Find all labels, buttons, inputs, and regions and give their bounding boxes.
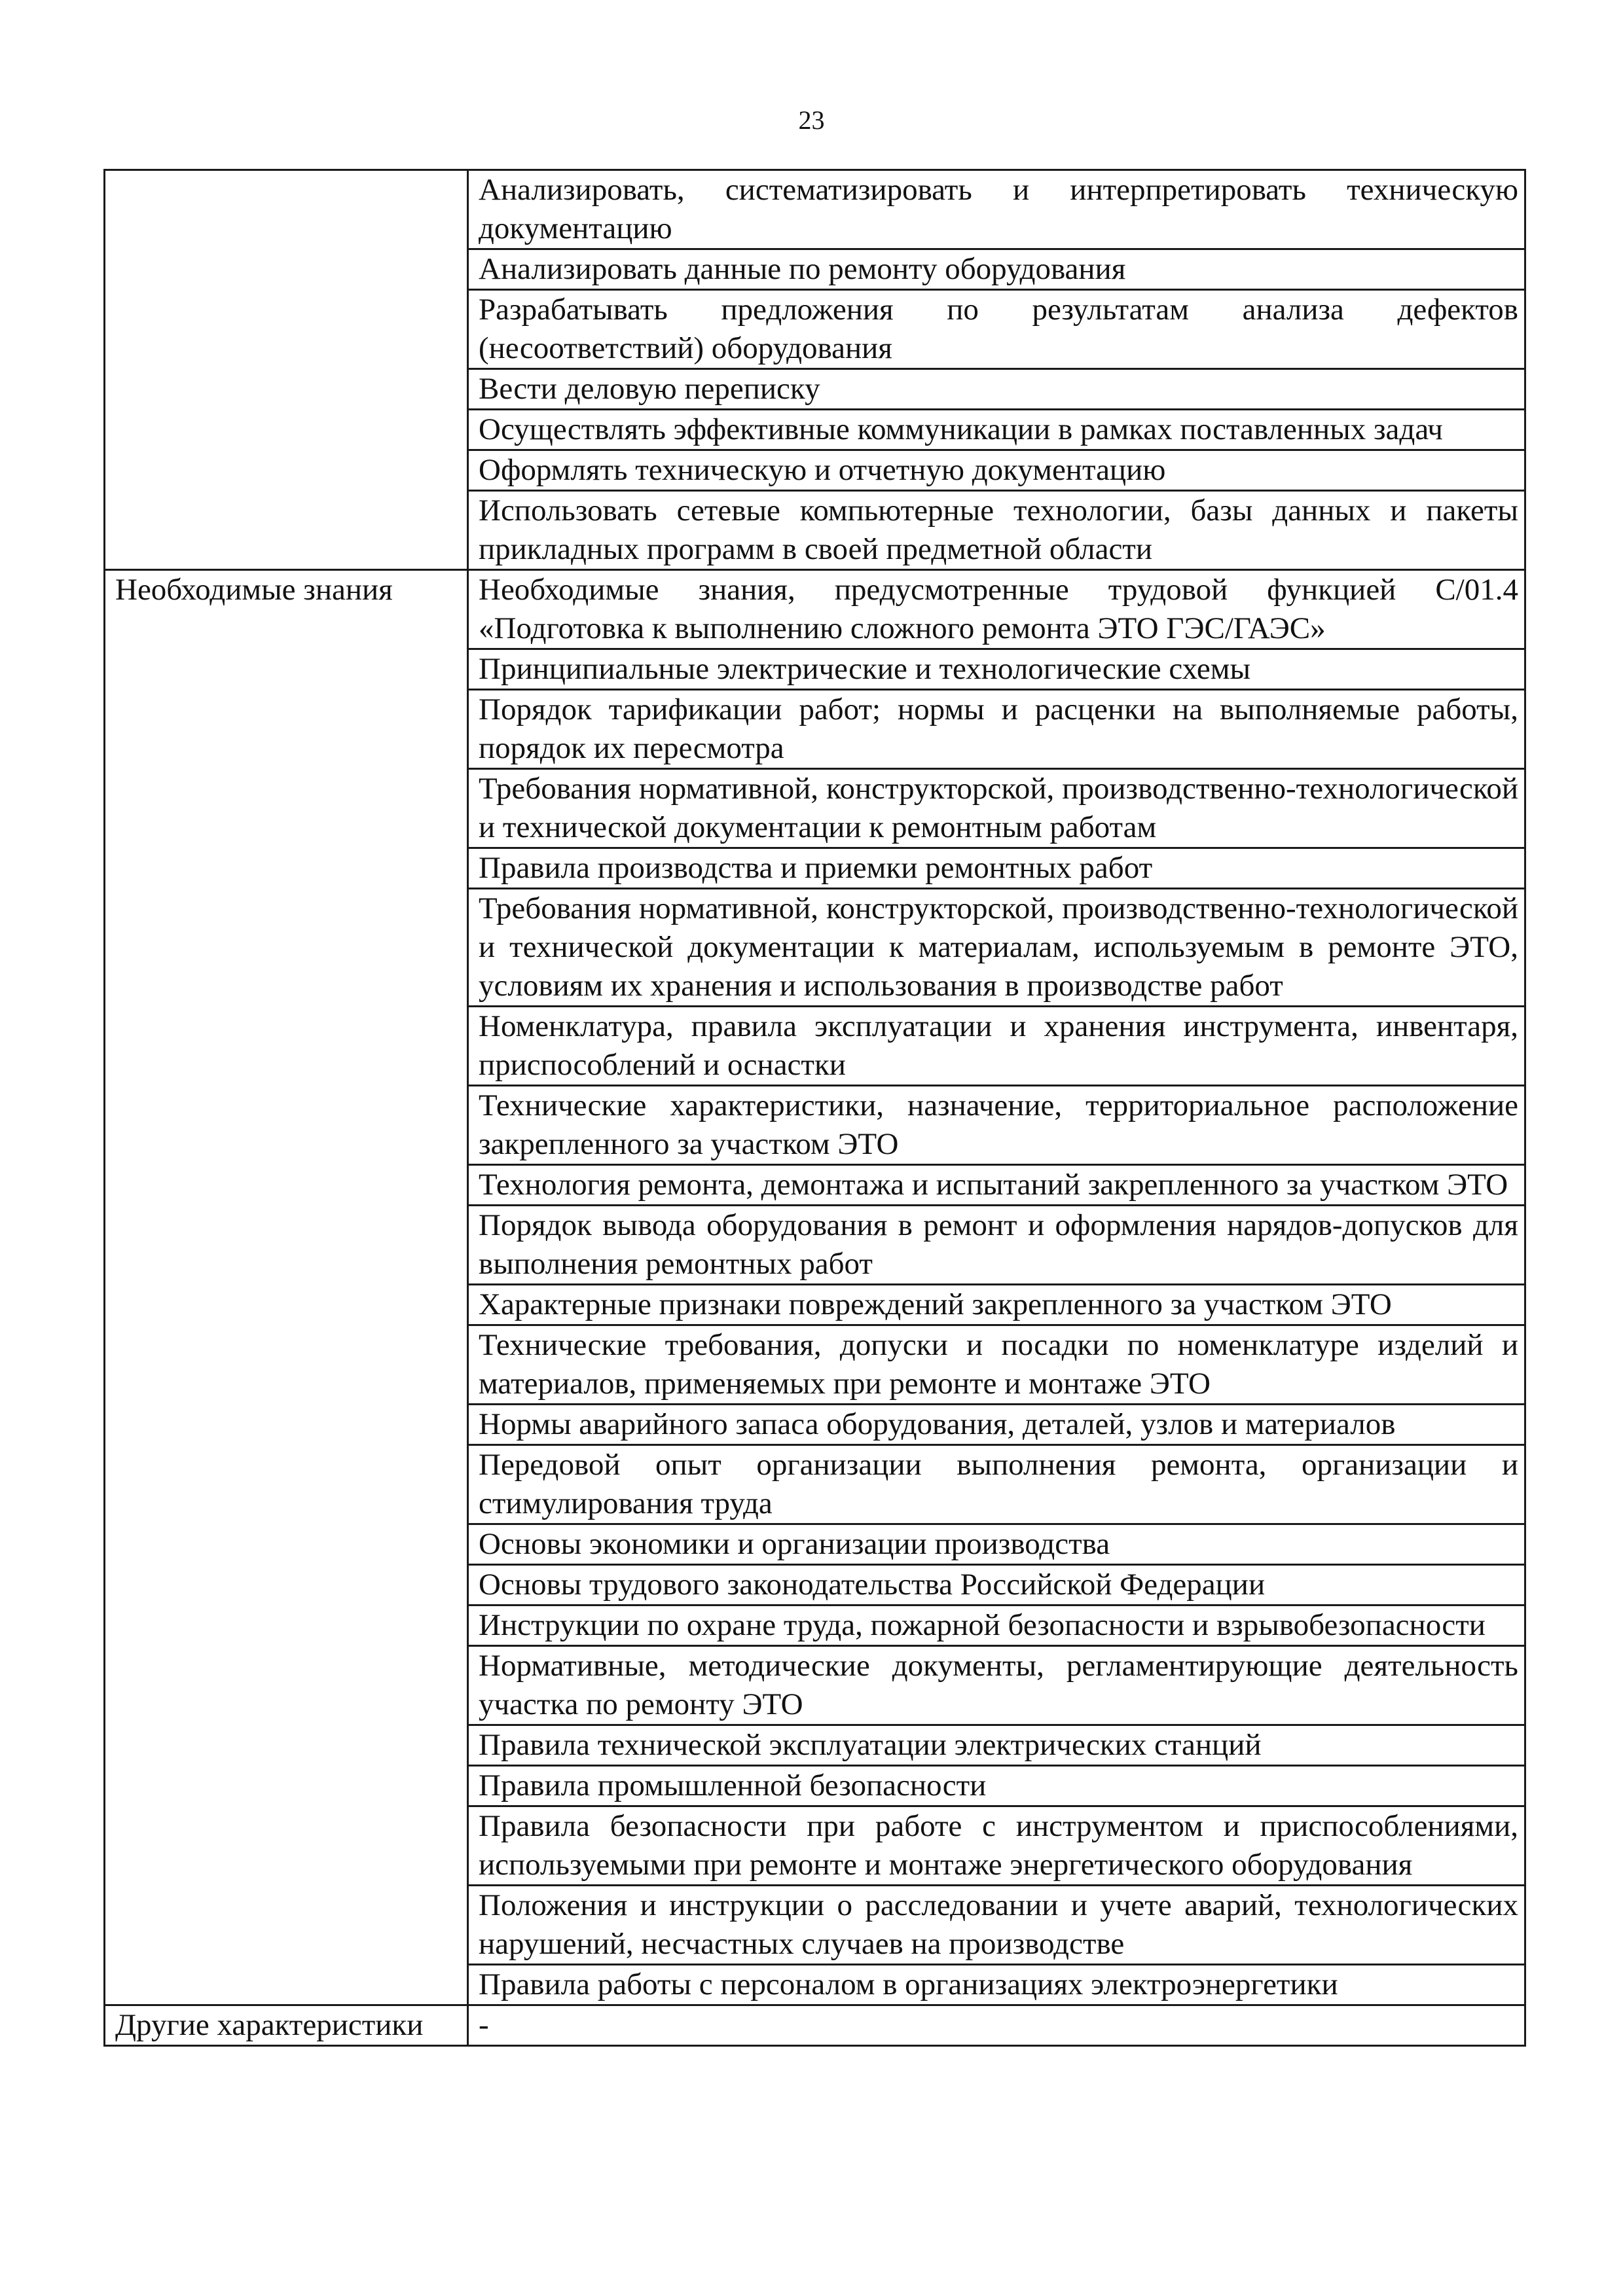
requirement-item: Правила безопасности при работе с инструментом и приспособлениями, используемыми при ремонте и монтаже энергетического оборудования [468, 1806, 1525, 1886]
table-row [105, 2005, 1525, 2046]
requirement-item: Необходимые знания, предусмотренные трудовой функцией С/01.4 «Подготовка к выполнению сложного ремонта ЭТО ГЭС/ГАЭС» [468, 570, 1525, 649]
requirement-item: Положения и инструкции о расследовании и учете аварий, технологических нарушений, несчастных случаев на производстве [468, 1886, 1525, 1965]
requirement-item: Технические характеристики, назначение, территориальное расположение закрепленного за участком ЭТО [468, 1086, 1525, 1165]
requirement-item: Правила производства и приемки ремонтных работ [468, 848, 1525, 889]
requirement-item: Анализировать, систематизировать и интерпретировать техническую документацию [468, 170, 1525, 249]
requirement-item: Использовать сетевые компьютерные технологии, базы данных и пакеты прикладных программ в своей предметной области [468, 491, 1525, 570]
requirements-table [103, 169, 1526, 2047]
requirement-item: Осуществлять эффективные коммуникации в рамках поставленных задач [468, 410, 1525, 450]
requirement-item: Правила промышленной безопасности [468, 1766, 1525, 1806]
requirement-item: Нормы аварийного запаса оборудования, деталей, узлов и материалов [468, 1405, 1525, 1445]
requirement-item: Оформлять техническую и отчетную документацию [468, 450, 1525, 491]
requirement-item: Принципиальные электрические и технологические схемы [468, 649, 1525, 690]
requirement-item: - [468, 2005, 1525, 2046]
requirement-item: Характерные признаки повреждений закрепленного за участком ЭТО [468, 1285, 1525, 1325]
requirement-item: Требования нормативной, конструкторской, производственно-технологической и технической документации к ремонтным работам [468, 769, 1525, 848]
requirements-table-body [105, 170, 1525, 2046]
requirement-item: Нормативные, методические документы, регламентирующие деятельность участка по ремонту ЭТО [468, 1646, 1525, 1725]
table-row [105, 570, 1525, 649]
requirement-item: Анализировать данные по ремонту оборудования [468, 249, 1525, 290]
section-label: Другие характеристики [105, 2005, 468, 2046]
requirement-item: Правила работы с персоналом в организациях электроэнергетики [468, 1965, 1525, 2005]
requirement-item: Основы трудового законодательства Российской Федерации [468, 1565, 1525, 1605]
requirement-item: Основы экономики и организации производства [468, 1524, 1525, 1565]
requirement-item: Разрабатывать предложения по результатам анализа дефектов (несоответствий) оборудования [468, 290, 1525, 369]
requirement-item: Передовой опыт организации выполнения ремонта, организации и стимулирования труда [468, 1445, 1525, 1524]
requirement-item: Инструкции по охране труда, пожарной безопасности и взрывобезопасности [468, 1605, 1525, 1646]
requirement-item: Правила технической эксплуатации электрических станций [468, 1725, 1525, 1766]
requirement-item: Порядок вывода оборудования в ремонт и оформления нарядов-допусков для выполнения ремонтных работ [468, 1206, 1525, 1285]
section-label [105, 170, 468, 570]
requirement-item: Порядок тарификации работ; нормы и расценки на выполняемые работы, порядок их пересмотра [468, 690, 1525, 769]
requirement-item: Вести деловую переписку [468, 369, 1525, 410]
requirement-item: Технология ремонта, демонтажа и испытаний закрепленного за участком ЭТО [468, 1165, 1525, 1206]
table-row [105, 170, 1525, 249]
page-number: 23 [798, 105, 825, 135]
requirement-item: Требования нормативной, конструкторской, производственно-технологической и технической документации к материалам, используемым в ремонте ЭТО, условиям их хранения и использования в производстве работ [468, 889, 1525, 1007]
section-label: Необходимые знания [105, 570, 468, 2005]
requirement-item: Технические требования, допуски и посадки по номенклатуре изделий и материалов, применяемых при ремонте и монтаже ЭТО [468, 1325, 1525, 1405]
requirement-item: Номенклатура, правила эксплуатации и хранения инструмента, инвентаря, приспособлений и оснастки [468, 1007, 1525, 1086]
